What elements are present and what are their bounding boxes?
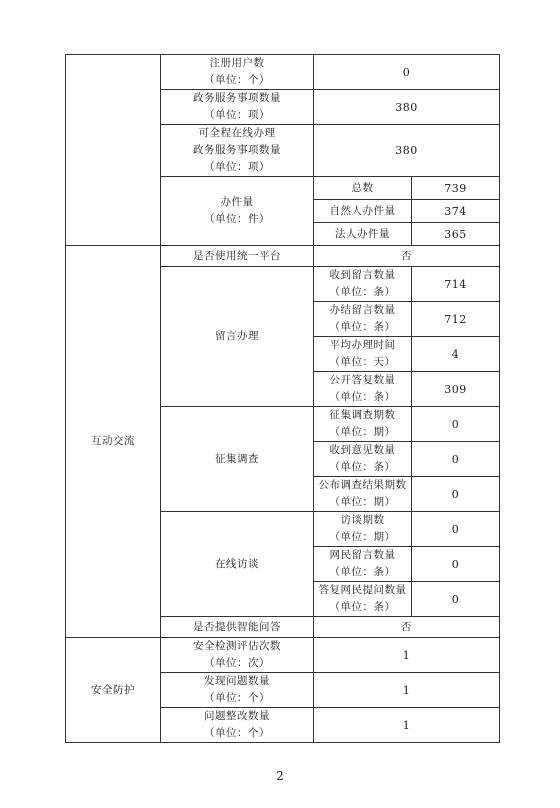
messages-completed-label: 办结留言数量 （单位：条） [314,302,412,337]
registered-users-value: 0 [314,55,500,90]
survey-opinions-label: 收到意见数量 （单位：条） [314,442,412,477]
category-security: 安全防护 [66,638,161,743]
registered-users-label: 注册用户数 （单位：个） [161,55,314,90]
security-assessments-label: 安全检测评估次数 （单位：次） [161,638,314,673]
interview-replies-label: 答复网民提问数量 （单位：条） [314,582,412,617]
interview-periods-label: 访谈期数 （单位：期） [314,512,412,547]
gov-service-items-label: 政务服务事项数量 （单位：项） [161,90,314,125]
survey-label: 征集调查 [161,407,314,512]
messages-received-value: 714 [412,267,500,302]
smart-qa-value: 否 [314,617,500,638]
survey-results-value: 0 [412,477,500,512]
security-issues-found-label: 发现问题数量 （单位：个） [161,673,314,708]
survey-results-label: 公布调查结果期数 （单位：期） [314,477,412,512]
security-issues-fixed-label: 问题整改数量 （单位：个） [161,708,314,743]
handling-natural-label: 自然人办件量 [314,200,412,223]
table-row [66,638,500,673]
category-cell-service [66,55,161,246]
unified-platform-value: 否 [314,246,500,267]
online-items-value: 380 [314,125,500,177]
gov-service-items-value: 380 [314,90,500,125]
handling-label: 办件量 （单位：件） [161,177,314,246]
handling-natural-value: 374 [412,200,500,223]
security-issues-fixed-value: 1 [314,708,500,743]
survey-periods-label: 征集调查期数 （单位：期） [314,407,412,442]
security-issues-found-value: 1 [314,673,500,708]
table-row [66,55,500,90]
interview-label: 在线访谈 [161,512,314,617]
messages-received-label: 收到留言数量 （单位：条） [314,267,412,302]
messages-completed-value: 712 [412,302,500,337]
messages-avg-time-label: 平均办理时间 （单位：天） [314,337,412,372]
statistics-table [65,54,500,743]
messages-label: 留言办理 [161,267,314,407]
messages-public-reply-label: 公开答复数量 （单位：条） [314,372,412,407]
online-items-label: 可全程在线办理 政务服务事项数量 （单位：项） [161,125,314,177]
interview-messages-value: 0 [412,547,500,582]
interview-messages-label: 网民留言数量 （单位：条） [314,547,412,582]
survey-opinions-value: 0 [412,442,500,477]
messages-public-reply-value: 309 [412,372,500,407]
handling-total-value: 739 [412,177,500,200]
category-interaction: 互动交流 [66,246,161,638]
interview-replies-value: 0 [412,582,500,617]
interview-periods-value: 0 [412,512,500,547]
handling-total-label: 总数 [314,177,412,200]
messages-avg-time-value: 4 [412,337,500,372]
security-assessments-value: 1 [314,638,500,673]
unified-platform-label: 是否使用统一平台 [161,246,314,267]
handling-legal-value: 365 [412,223,500,246]
handling-legal-label: 法人办件量 [314,223,412,246]
page-number: 2 [276,769,284,783]
survey-periods-value: 0 [412,407,500,442]
smart-qa-label: 是否提供智能问答 [161,617,314,638]
table-row [66,246,500,267]
